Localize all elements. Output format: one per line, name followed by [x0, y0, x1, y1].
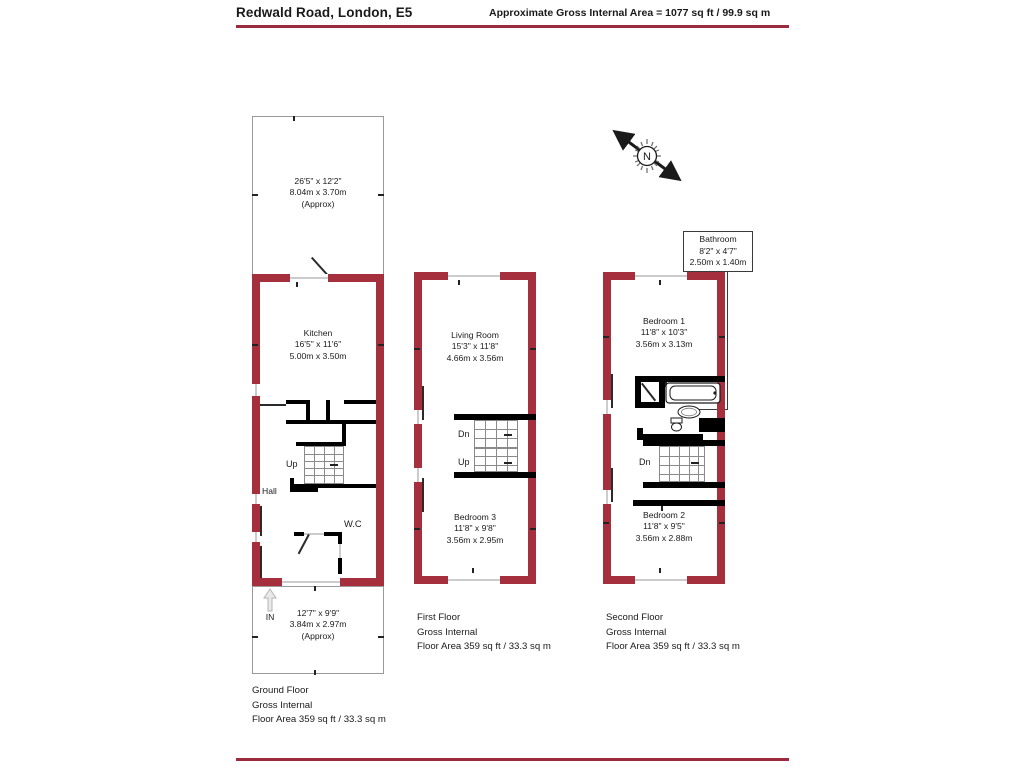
kitchen-name: Kitchen: [303, 328, 333, 338]
first-floor-caption-line3: Floor Area 359 sq ft / 33.3 sq m: [417, 641, 551, 653]
bedroom2-window: [635, 576, 687, 584]
first-floor-plan: [414, 272, 536, 584]
wc-label: W.C: [344, 518, 362, 529]
wc-door-leaf: [260, 546, 262, 578]
ground-floor-caption-line3: Floor Area 359 sq ft / 33.3 sq m: [252, 714, 386, 726]
side-opening-upper: [252, 384, 260, 396]
bedroom1-name: Bedroom 1: [642, 316, 686, 326]
second-floor-caption-line3: Floor Area 359 sq ft / 33.3 sq m: [606, 641, 740, 653]
second-floor-staircase: [659, 446, 705, 482]
bedroom2-label-group: [605, 510, 723, 544]
bedroom2-dim-metric: 3.56m x 2.88m: [635, 532, 693, 543]
sf-stair-down-label: Dn: [639, 457, 651, 467]
rear-door-swing: [327, 254, 349, 276]
internal-wall-kitchen-d: [344, 400, 376, 404]
wc-opening: [338, 544, 342, 558]
ff-landing-wall-bottom: [454, 472, 536, 478]
cupboard-door-2: [312, 384, 328, 400]
entrance-label: IN: [265, 612, 275, 622]
bedroom2-door-leaf: [611, 468, 613, 502]
sf-side-opening-upper: [603, 400, 611, 414]
hall-door: [260, 506, 290, 536]
bathroom-cistern-block: [699, 418, 725, 432]
bathroom-dim-metric: 2.50m x 1.40m: [689, 257, 747, 268]
dimension-tick: [293, 116, 295, 121]
front-door-opening: [282, 578, 340, 586]
header-divider: [236, 25, 789, 28]
dimension-tick: [659, 568, 661, 573]
cupboard-door-1: [292, 384, 308, 400]
bedroom2-door: [611, 468, 645, 502]
bathroom-callout: [683, 231, 753, 272]
bedroom1-dim-metric: 3.56m x 3.13m: [635, 338, 693, 349]
living-room-window: [448, 272, 500, 280]
sf-landing-wall-bottom: [643, 482, 725, 488]
footer-divider: [236, 758, 789, 761]
kitchen-hall-door-leaf: [260, 404, 286, 406]
first-floor-caption-line2: Gross Internal: [417, 626, 478, 638]
rear-dim-imperial: 26'5" x 12'2": [294, 176, 342, 186]
ff-stair-arrow-up: [504, 462, 512, 464]
ground-floor-caption-line1: Ground Floor: [252, 685, 309, 696]
svg-text:N: N: [643, 151, 651, 163]
rear-dim-metric: 8.04m x 3.70m: [289, 187, 347, 198]
rear-area-dimensions: [252, 176, 384, 210]
second-floor-caption: [606, 611, 740, 655]
ff-stair-arrow-down: [504, 434, 512, 436]
bedroom3-label-group: [416, 512, 534, 546]
wc-internal-door-leaf: [298, 534, 310, 554]
front-area-dimensions: [252, 608, 384, 642]
gate-swing: [252, 652, 274, 674]
bedroom3-dim-metric: 3.56m x 2.95m: [446, 534, 504, 545]
north-arrow: [612, 128, 682, 188]
dimension-tick: [314, 586, 316, 591]
second-floor-caption-line1: Second Floor: [606, 612, 664, 623]
front-dim-metric: 3.84m x 2.97m: [289, 619, 347, 630]
page-title: Redwald Road, London, E5: [236, 5, 413, 20]
ff-stair-up-label: Up: [458, 457, 470, 467]
bathroom-name: Bathroom: [699, 234, 737, 244]
living-room-label-group: [416, 330, 534, 364]
bedroom3-door-leaf: [422, 478, 424, 512]
gross-internal-area-header: Approximate Gross Internal Area = 1077 sq ft / 99.9 sq m: [489, 7, 771, 19]
side-opening-front: [252, 532, 260, 542]
exterior-wall-right: [376, 274, 384, 586]
living-room-door-leaf: [422, 386, 424, 420]
sf-side-opening-lower: [603, 490, 611, 504]
ff-side-opening-upper: [414, 410, 422, 424]
bedroom3-door: [422, 478, 456, 512]
bedroom3-window: [448, 576, 500, 584]
bathroom-dim-imperial: 8'2" x 4'7": [699, 245, 737, 256]
bathroom-leader-vertical: [727, 272, 728, 410]
first-floor-caption-line1: First Floor: [417, 612, 461, 623]
bedroom1-label-group: [605, 316, 723, 350]
living-room-dim-metric: 4.66m x 3.56m: [446, 352, 504, 363]
front-approx-note: (Approx): [301, 630, 335, 641]
dimension-tick: [458, 280, 460, 285]
ff-side-opening-lower: [414, 468, 422, 482]
ff-stair-down-label: Dn: [458, 429, 470, 439]
stair-up-label: Up: [286, 459, 298, 469]
bedroom1-window: [635, 272, 687, 280]
side-opening-lower: [252, 494, 260, 504]
kitchen-rear-window: [290, 274, 328, 282]
front-dim-imperial: 12'7" x 9'9": [296, 608, 340, 618]
wc-door: [260, 546, 292, 578]
ground-floor-caption-line2: Gross Internal: [252, 699, 313, 711]
kitchen-dim-metric: 5.00m x 3.50m: [289, 350, 347, 361]
second-floor-caption-line2: Gross Internal: [606, 626, 667, 638]
bedroom1-door-leaf: [611, 374, 613, 408]
dimension-tick: [472, 568, 474, 573]
kitchen-hall-door: [260, 404, 286, 430]
dimension-tick: [659, 280, 661, 285]
living-room-dim-imperial: 15'3" x 11'8": [451, 341, 499, 352]
bedroom1-door: [611, 374, 645, 408]
living-room-name: Living Room: [451, 330, 499, 340]
second-floor-plan: [603, 272, 725, 584]
hall-label: Hall: [262, 486, 277, 496]
kitchen-dim-imperial: 16'5" x 11'6": [294, 339, 342, 350]
ground-floor-caption: [252, 684, 386, 728]
stair-direction-arrow: [330, 464, 338, 466]
ground-floor-plan: [248, 112, 398, 677]
sf-stair-arrow: [691, 462, 699, 464]
first-floor-staircase: [474, 420, 518, 472]
bedroom1-dim-imperial: 11'8" x 10'3": [640, 327, 688, 338]
bedroom3-name: Bedroom 3: [453, 512, 497, 522]
sf-landing-wall-front: [633, 500, 725, 506]
kitchen-label-group: [254, 328, 382, 362]
bedroom2-dim-imperial: 11'8" x 9'5": [643, 521, 685, 532]
first-floor-caption: [417, 611, 551, 655]
rear-approx-note: (Approx): [301, 198, 335, 209]
ground-floor-staircase: [304, 446, 344, 484]
living-room-door: [422, 386, 456, 420]
hall-door-leaf: [260, 506, 262, 536]
dimension-tick: [314, 670, 316, 675]
internal-wall-kitchen-e: [286, 420, 376, 424]
bedroom3-dim-imperial: 11'8" x 9'8": [454, 523, 496, 534]
bedroom2-name: Bedroom 2: [642, 510, 686, 520]
dimension-tick: [296, 282, 298, 287]
compass-icon: [612, 128, 682, 188]
